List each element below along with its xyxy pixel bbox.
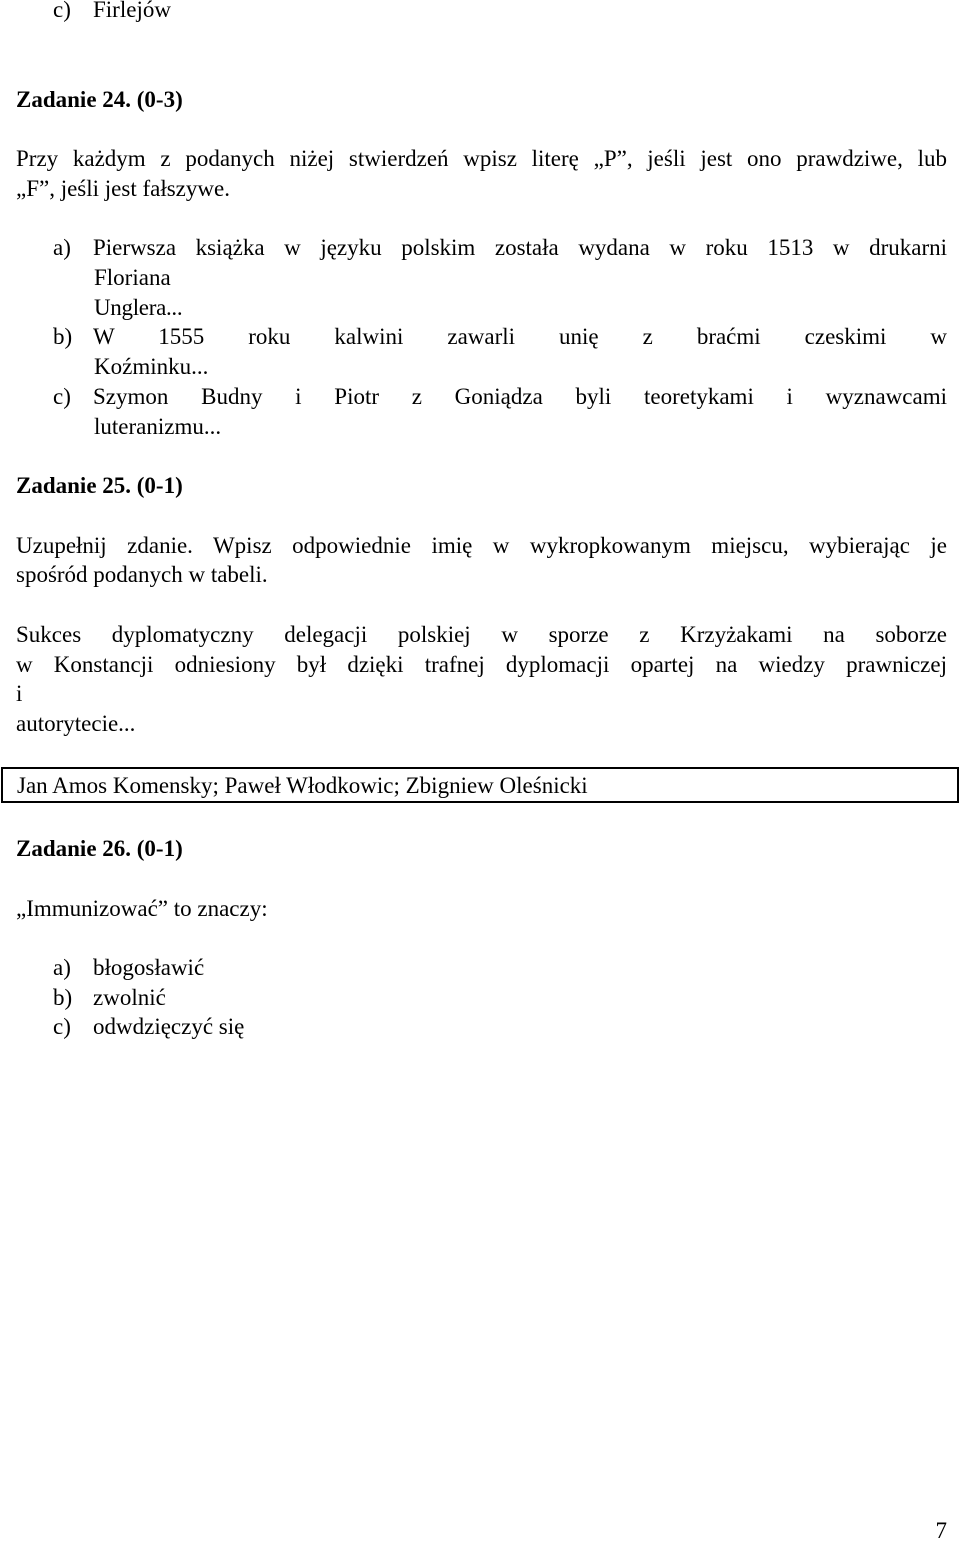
option-label: a) bbox=[53, 955, 71, 980]
task-26-option-c bbox=[53, 1012, 244, 1042]
option-label: c) bbox=[53, 1014, 71, 1039]
task-26-option-b bbox=[53, 983, 166, 1013]
task-24-item-a-line-1 bbox=[53, 233, 947, 263]
task-25-sentence-line-2: w Konstancji odniesiony był dzięki trafnej dyplomacji opartej na wiedzy prawniczej bbox=[16, 652, 947, 677]
task-25-sentence-line-1: Sukces dyplomatyczny delegacji polskiej w sporze z Krzyżakami na soborze bbox=[16, 622, 947, 647]
task-25-sentence-line-4: autorytecie... bbox=[16, 711, 136, 736]
task-26-option-a bbox=[53, 953, 204, 983]
task-25-instruction-line-1: Uzupełnij zdanie. Wpisz odpowiednie imię w wykropkowanym miejscu, wybierając je bbox=[16, 533, 947, 558]
item-label: c) bbox=[53, 384, 71, 409]
names-table-text: Jan Amos Komensky; Paweł Włodkowic; Zbigniew Oleśnicki bbox=[17, 773, 588, 798]
task-24-item-a-line-2: Floriana bbox=[94, 265, 171, 290]
task-24-item-a-line-3: Unglera... bbox=[94, 295, 183, 320]
option-label: b) bbox=[53, 985, 73, 1010]
task-25-sentence-line-3: i bbox=[16, 681, 23, 706]
task-25-instruction-line-2: spośród podanych w tabeli. bbox=[16, 562, 268, 587]
names-table bbox=[1, 767, 959, 803]
task-24-instruction-line-1: Przy każdym z podanych niżej stwierdzeń wpisz literę „P”, jeśli jest ono prawdziwe, lub bbox=[16, 146, 947, 171]
option-text: błogosławić bbox=[93, 955, 205, 980]
prev-option-c bbox=[53, 0, 171, 25]
task-25-title: Zadanie 25. (0-1) bbox=[16, 473, 183, 498]
item-text: Szymon Budny i Piotr z Goniądza byli teoretykami i wyznawcami bbox=[93, 384, 947, 409]
task-24-item-c-line-1 bbox=[53, 382, 947, 412]
task-24-item-b-line-2: Koźminku... bbox=[94, 354, 209, 379]
page-number: 7 bbox=[935, 1518, 947, 1543]
item-label: b) bbox=[53, 324, 73, 349]
task-26-question: „Immunizować” to znaczy: bbox=[16, 896, 268, 921]
option-text: odwdzięczyć się bbox=[93, 1014, 245, 1039]
task-24-instruction-line-2: „F”, jeśli jest fałszywe. bbox=[16, 176, 230, 201]
task-24-item-c-line-2: luteranizmu... bbox=[94, 414, 222, 439]
item-text: W 1555 roku kalwini zawarli unię z braćmi czeskimi w bbox=[93, 324, 947, 349]
task-26-title: Zadanie 26. (0-1) bbox=[16, 836, 183, 861]
item-label: a) bbox=[53, 235, 71, 260]
item-text: Pierwsza książka w języku polskim została wydana w roku 1513 w drukarni bbox=[93, 235, 947, 260]
option-text: zwolnić bbox=[93, 985, 166, 1010]
option-text: Firlejów bbox=[93, 0, 171, 22]
task-24-title: Zadanie 24. (0-3) bbox=[16, 87, 183, 112]
option-label: c) bbox=[53, 0, 71, 22]
task-24-item-b-line-1 bbox=[53, 322, 947, 352]
